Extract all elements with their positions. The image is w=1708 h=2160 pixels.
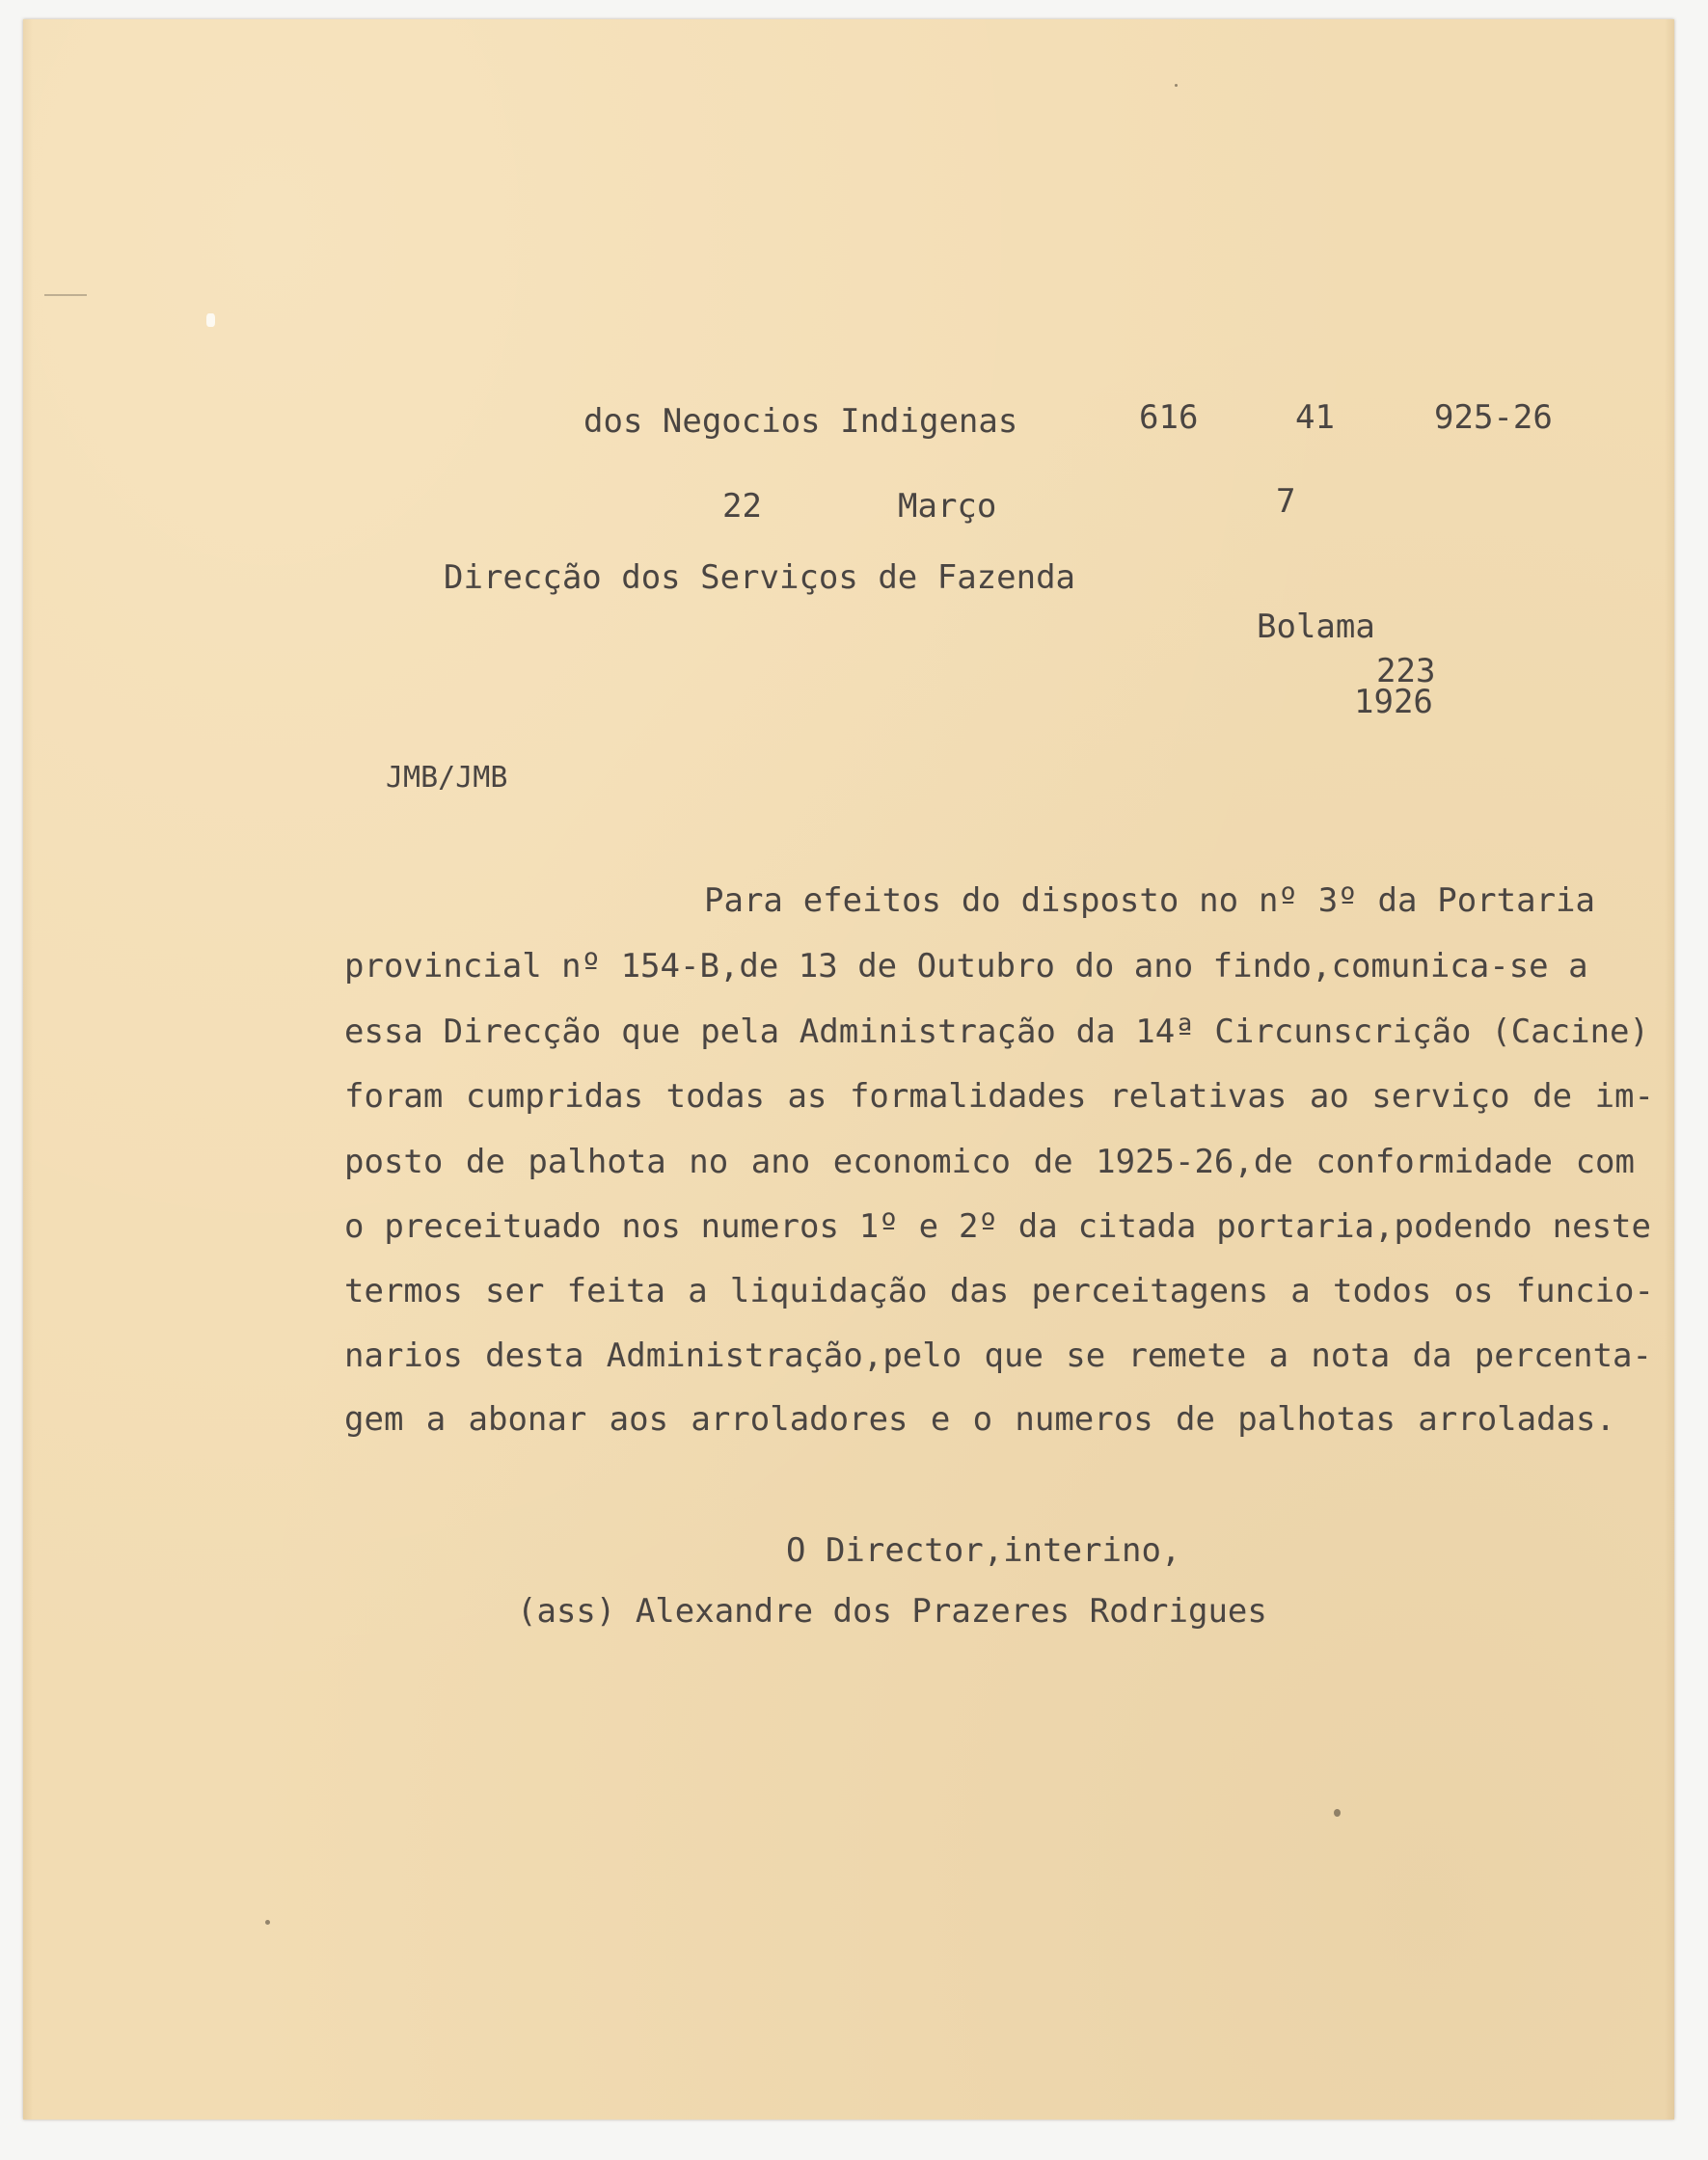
reference-number-a: 616 [1139,398,1199,437]
body-line: termos ser feita a liquidação das perceitagens a todos os funcio- [344,1272,1654,1310]
signatory-title: O Director,interino, [786,1531,1181,1570]
reference-number-b: 41 [1295,398,1335,437]
department-name: dos Negocios Indigenas [583,402,1018,441]
body-line: gem a abonar aos arroladores e o numeros de palhotas arroladas. [344,1400,1615,1439]
body-line: Para efeitos do disposto no nº 3º da Portaria [704,881,1595,920]
paper-speck [265,1920,270,1925]
paper-speck [1334,1809,1341,1817]
paper-speck [1175,84,1178,87]
date-day: 22 [722,487,762,526]
typist-initials: JMB/JMB [386,761,508,795]
paper-speck [206,313,215,327]
place-name: Bolama [1257,608,1375,646]
body-line: posto de palhota no ano economico de 1925-26,de conformidade com [344,1143,1635,1181]
body-line: o preceituado nos numeros 1º e 2º da citada portaria,podendo neste [344,1207,1651,1246]
registry-number: 223 [1376,652,1436,690]
signature-line: (ass) Alexandre dos Prazeres Rodrigues [517,1592,1267,1631]
fiscal-year: 925-26 [1434,398,1553,437]
body-line: provincial nº 154-B,de 13 de Outubro do ano findo,comunica-se a [344,947,1588,986]
paper-mark [44,294,87,296]
body-line: foram cumpridas todas as formalidades relativas ao serviço de im- [344,1077,1654,1116]
body-line: narios desta Administração,pelo que se remete a nota da percenta- [344,1336,1652,1375]
document-page [23,19,1674,2120]
date-month: Março [898,487,997,526]
registry-year: 1926 [1354,683,1433,721]
body-line: essa Direcção que pela Administração da 14ª Circunscrição (Cacine) [344,1012,1649,1051]
date-number: 7 [1276,482,1296,521]
addressee: Direcção dos Serviços de Fazenda [444,558,1076,597]
